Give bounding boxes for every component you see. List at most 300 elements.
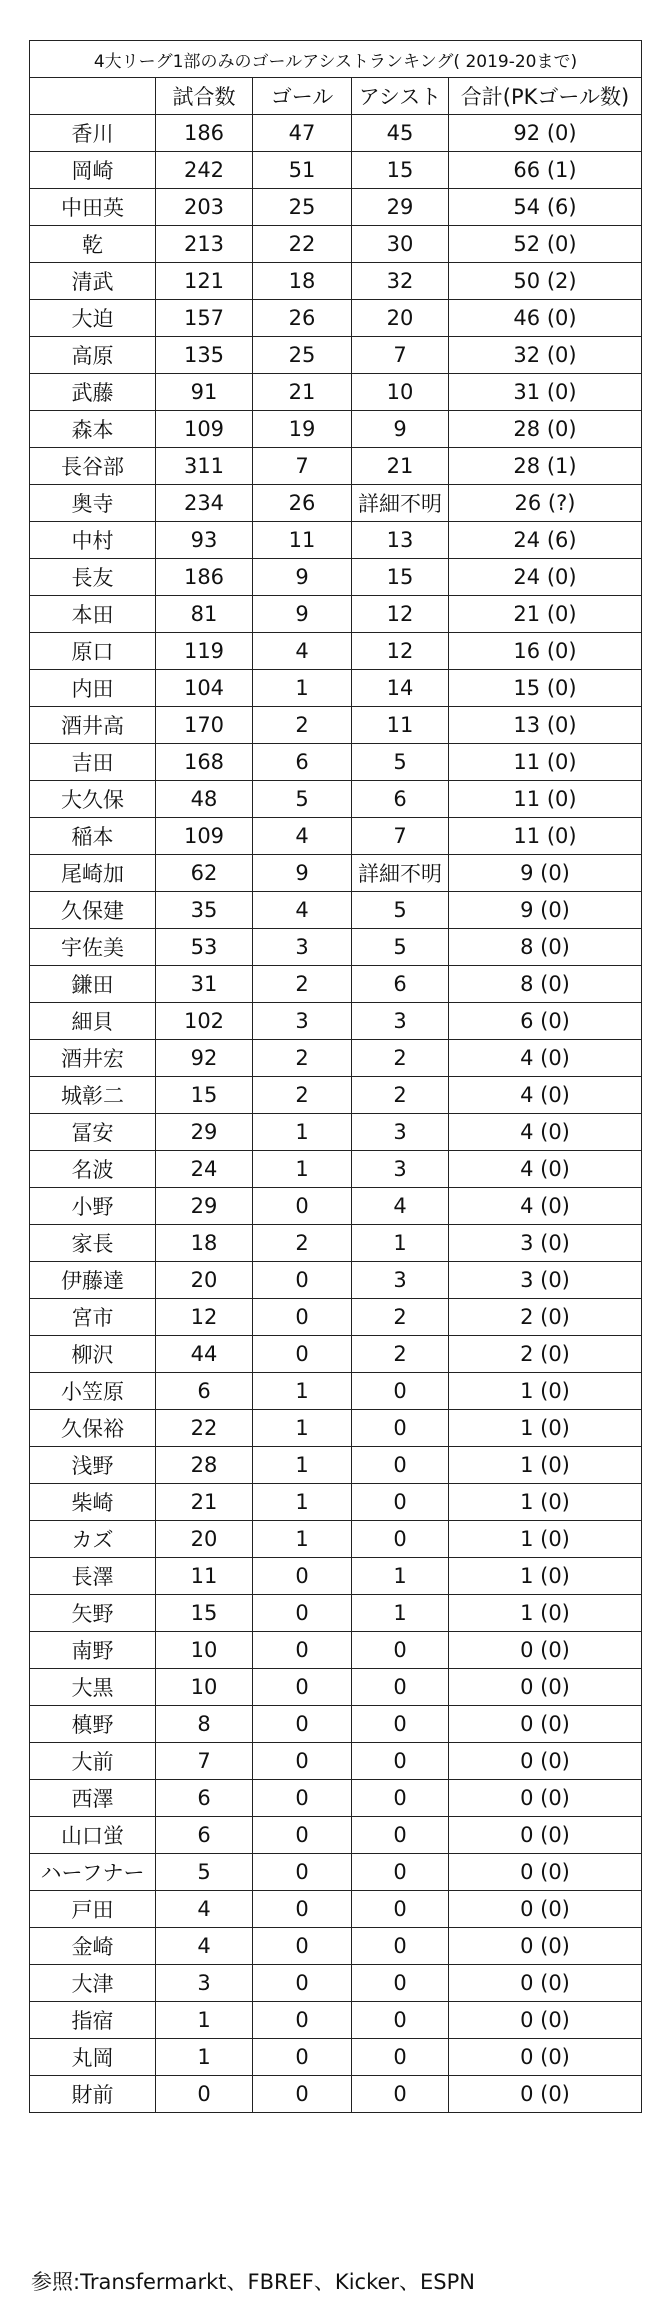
total-cell: 2 (0) bbox=[449, 1336, 642, 1373]
header-matches: 試合数 bbox=[156, 78, 253, 115]
assists-cell: 0 bbox=[352, 2039, 449, 2076]
goals-cell: 4 bbox=[253, 633, 352, 670]
total-cell: 28 (0) bbox=[449, 411, 642, 448]
matches-cell: 1 bbox=[156, 2039, 253, 2076]
matches-cell: 91 bbox=[156, 374, 253, 411]
total-cell: 1 (0) bbox=[449, 1447, 642, 1484]
header-total: 合計(PKゴール数) bbox=[449, 78, 642, 115]
matches-cell: 15 bbox=[156, 1595, 253, 1632]
table-row bbox=[30, 596, 642, 633]
goals-cell: 47 bbox=[253, 115, 352, 152]
goals-cell: 0 bbox=[253, 1743, 352, 1780]
matches-cell: 0 bbox=[156, 2076, 253, 2113]
player-name: 吉田 bbox=[30, 744, 156, 781]
assists-cell: 4 bbox=[352, 1188, 449, 1225]
total-cell: 0 (0) bbox=[449, 1891, 642, 1928]
table-row bbox=[30, 633, 642, 670]
goals-cell: 0 bbox=[253, 1928, 352, 1965]
assists-cell: 0 bbox=[352, 1484, 449, 1521]
assists-cell: 0 bbox=[352, 2076, 449, 2113]
table-row bbox=[30, 1632, 642, 1669]
assists-cell: 2 bbox=[352, 1077, 449, 1114]
player-name: 細貝 bbox=[30, 1003, 156, 1040]
matches-cell: 11 bbox=[156, 1558, 253, 1595]
goals-cell: 2 bbox=[253, 1040, 352, 1077]
total-cell: 11 (0) bbox=[449, 818, 642, 855]
matches-cell: 62 bbox=[156, 855, 253, 892]
player-name: 矢野 bbox=[30, 1595, 156, 1632]
total-cell: 28 (1) bbox=[449, 448, 642, 485]
matches-cell: 92 bbox=[156, 1040, 253, 1077]
assists-cell: 9 bbox=[352, 411, 449, 448]
table-row bbox=[30, 2002, 642, 2039]
total-cell: 0 (0) bbox=[449, 1854, 642, 1891]
goals-cell: 25 bbox=[253, 337, 352, 374]
assists-cell: 0 bbox=[352, 1854, 449, 1891]
table-row bbox=[30, 1706, 642, 1743]
player-name: 奥寺 bbox=[30, 485, 156, 522]
matches-cell: 119 bbox=[156, 633, 253, 670]
matches-cell: 168 bbox=[156, 744, 253, 781]
matches-cell: 311 bbox=[156, 448, 253, 485]
player-name: 金崎 bbox=[30, 1928, 156, 1965]
assists-cell: 2 bbox=[352, 1299, 449, 1336]
total-cell: 8 (0) bbox=[449, 966, 642, 1003]
goals-cell: 0 bbox=[253, 1817, 352, 1854]
goals-cell: 1 bbox=[253, 1484, 352, 1521]
table-row bbox=[30, 152, 642, 189]
matches-cell: 5 bbox=[156, 1854, 253, 1891]
matches-cell: 234 bbox=[156, 485, 253, 522]
assists-cell: 0 bbox=[352, 1928, 449, 1965]
player-name: 城彰二 bbox=[30, 1077, 156, 1114]
assists-cell: 13 bbox=[352, 522, 449, 559]
matches-cell: 35 bbox=[156, 892, 253, 929]
matches-cell: 29 bbox=[156, 1188, 253, 1225]
goals-cell: 0 bbox=[253, 1558, 352, 1595]
matches-cell: 22 bbox=[156, 1410, 253, 1447]
total-cell: 9 (0) bbox=[449, 855, 642, 892]
player-name: 岡崎 bbox=[30, 152, 156, 189]
source-note: 参照:Transfermarkt、FBREF、Kicker、ESPN bbox=[31, 2270, 476, 2294]
matches-cell: 29 bbox=[156, 1114, 253, 1151]
matches-cell: 109 bbox=[156, 411, 253, 448]
player-name: 久保裕 bbox=[30, 1410, 156, 1447]
table-row bbox=[30, 337, 642, 374]
total-cell: 92 (0) bbox=[449, 115, 642, 152]
assists-cell: 6 bbox=[352, 781, 449, 818]
assists-cell: 1 bbox=[352, 1225, 449, 1262]
table-row bbox=[30, 892, 642, 929]
assists-cell: 0 bbox=[352, 1743, 449, 1780]
assists-cell: 32 bbox=[352, 263, 449, 300]
table-row bbox=[30, 1965, 642, 2002]
matches-cell: 15 bbox=[156, 1077, 253, 1114]
goals-cell: 9 bbox=[253, 855, 352, 892]
table-row bbox=[30, 115, 642, 152]
total-cell: 0 (0) bbox=[449, 2039, 642, 2076]
matches-cell: 93 bbox=[156, 522, 253, 559]
matches-cell: 3 bbox=[156, 1965, 253, 2002]
table-row bbox=[30, 2076, 642, 2113]
goals-cell: 2 bbox=[253, 707, 352, 744]
assists-cell: 6 bbox=[352, 966, 449, 1003]
total-cell: 1 (0) bbox=[449, 1521, 642, 1558]
player-name: 浅野 bbox=[30, 1447, 156, 1484]
assists-cell: 2 bbox=[352, 1040, 449, 1077]
player-name: 乾 bbox=[30, 226, 156, 263]
table-row bbox=[30, 1114, 642, 1151]
matches-cell: 24 bbox=[156, 1151, 253, 1188]
player-name: 稲本 bbox=[30, 818, 156, 855]
table-row bbox=[30, 1299, 642, 1336]
total-cell: 32 (0) bbox=[449, 337, 642, 374]
table-row bbox=[30, 1595, 642, 1632]
assists-cell: 0 bbox=[352, 1965, 449, 2002]
goals-cell: 25 bbox=[253, 189, 352, 226]
goals-cell: 0 bbox=[253, 1595, 352, 1632]
total-cell: 52 (0) bbox=[449, 226, 642, 263]
assists-cell: 0 bbox=[352, 1669, 449, 1706]
total-cell: 11 (0) bbox=[449, 744, 642, 781]
player-name: 中田英 bbox=[30, 189, 156, 226]
table-row bbox=[30, 1003, 642, 1040]
header-goals: ゴール bbox=[253, 78, 352, 115]
goals-cell: 0 bbox=[253, 1891, 352, 1928]
total-cell: 0 (0) bbox=[449, 1780, 642, 1817]
player-name: 戸田 bbox=[30, 1891, 156, 1928]
assists-cell: 45 bbox=[352, 115, 449, 152]
matches-cell: 12 bbox=[156, 1299, 253, 1336]
total-cell: 4 (0) bbox=[449, 1077, 642, 1114]
goals-cell: 3 bbox=[253, 929, 352, 966]
total-cell: 46 (0) bbox=[449, 300, 642, 337]
table-row bbox=[30, 411, 642, 448]
total-cell: 31 (0) bbox=[449, 374, 642, 411]
matches-cell: 53 bbox=[156, 929, 253, 966]
player-name: 長友 bbox=[30, 559, 156, 596]
table-row bbox=[30, 1780, 642, 1817]
total-cell: 2 (0) bbox=[449, 1299, 642, 1336]
assists-cell: 詳細不明 bbox=[352, 855, 449, 892]
goals-cell: 0 bbox=[253, 1780, 352, 1817]
table-row bbox=[30, 1669, 642, 1706]
matches-cell: 10 bbox=[156, 1632, 253, 1669]
player-name: 武藤 bbox=[30, 374, 156, 411]
table-row bbox=[30, 744, 642, 781]
table-row bbox=[30, 1077, 642, 1114]
goals-cell: 0 bbox=[253, 1965, 352, 2002]
goals-cell: 51 bbox=[253, 152, 352, 189]
table-row bbox=[30, 1484, 642, 1521]
goals-cell: 1 bbox=[253, 670, 352, 707]
assists-cell: 30 bbox=[352, 226, 449, 263]
total-cell: 13 (0) bbox=[449, 707, 642, 744]
goals-cell: 0 bbox=[253, 1669, 352, 1706]
player-name: 酒井宏 bbox=[30, 1040, 156, 1077]
total-cell: 3 (0) bbox=[449, 1225, 642, 1262]
player-name: 大迫 bbox=[30, 300, 156, 337]
total-cell: 0 (0) bbox=[449, 1965, 642, 2002]
player-name: 大久保 bbox=[30, 781, 156, 818]
matches-cell: 31 bbox=[156, 966, 253, 1003]
goals-cell: 1 bbox=[253, 1410, 352, 1447]
total-cell: 24 (0) bbox=[449, 559, 642, 596]
matches-cell: 186 bbox=[156, 559, 253, 596]
player-name: ハーフナー bbox=[30, 1854, 156, 1891]
header-player bbox=[30, 78, 156, 115]
table-row bbox=[30, 966, 642, 1003]
matches-cell: 135 bbox=[156, 337, 253, 374]
goals-cell: 21 bbox=[253, 374, 352, 411]
player-name: 高原 bbox=[30, 337, 156, 374]
table-row bbox=[30, 522, 642, 559]
table-title: 4大リーグ1部のみのゴールアシストランキング( 2019-20まで) bbox=[30, 41, 642, 78]
goals-cell: 26 bbox=[253, 300, 352, 337]
player-name: 槙野 bbox=[30, 1706, 156, 1743]
total-cell: 15 (0) bbox=[449, 670, 642, 707]
goals-cell: 1 bbox=[253, 1151, 352, 1188]
goals-cell: 0 bbox=[253, 1706, 352, 1743]
player-name: 大津 bbox=[30, 1965, 156, 2002]
matches-cell: 20 bbox=[156, 1262, 253, 1299]
assists-cell: 0 bbox=[352, 1706, 449, 1743]
player-name: 中村 bbox=[30, 522, 156, 559]
matches-cell: 81 bbox=[156, 596, 253, 633]
player-name: 小笠原 bbox=[30, 1373, 156, 1410]
player-name: 内田 bbox=[30, 670, 156, 707]
table-row bbox=[30, 1410, 642, 1447]
matches-cell: 157 bbox=[156, 300, 253, 337]
matches-cell: 8 bbox=[156, 1706, 253, 1743]
table-row bbox=[30, 1447, 642, 1484]
goals-cell: 0 bbox=[253, 1188, 352, 1225]
assists-cell: 12 bbox=[352, 633, 449, 670]
total-cell: 1 (0) bbox=[449, 1595, 642, 1632]
ranking-table-container bbox=[29, 40, 641, 2113]
table-row bbox=[30, 707, 642, 744]
assists-cell: 20 bbox=[352, 300, 449, 337]
player-name: 指宿 bbox=[30, 2002, 156, 2039]
assists-cell: 0 bbox=[352, 1447, 449, 1484]
table-row bbox=[30, 559, 642, 596]
goals-cell: 6 bbox=[253, 744, 352, 781]
goals-cell: 19 bbox=[253, 411, 352, 448]
total-cell: 0 (0) bbox=[449, 2002, 642, 2039]
goals-cell: 7 bbox=[253, 448, 352, 485]
player-name: 尾崎加 bbox=[30, 855, 156, 892]
assists-cell: 11 bbox=[352, 707, 449, 744]
table-row bbox=[30, 781, 642, 818]
table-row bbox=[30, 263, 642, 300]
total-cell: 16 (0) bbox=[449, 633, 642, 670]
matches-cell: 170 bbox=[156, 707, 253, 744]
table-row bbox=[30, 1225, 642, 1262]
goals-cell: 9 bbox=[253, 559, 352, 596]
table-body bbox=[30, 115, 642, 2113]
assists-cell: 0 bbox=[352, 1891, 449, 1928]
goals-cell: 9 bbox=[253, 596, 352, 633]
goals-cell: 11 bbox=[253, 522, 352, 559]
matches-cell: 104 bbox=[156, 670, 253, 707]
assists-cell: 5 bbox=[352, 929, 449, 966]
matches-cell: 21 bbox=[156, 1484, 253, 1521]
assists-cell: 0 bbox=[352, 1410, 449, 1447]
table-row bbox=[30, 929, 642, 966]
goals-cell: 3 bbox=[253, 1003, 352, 1040]
table-row bbox=[30, 1040, 642, 1077]
assists-cell: 5 bbox=[352, 744, 449, 781]
ranking-table bbox=[29, 40, 642, 2113]
player-name: 大黒 bbox=[30, 1669, 156, 1706]
player-name: 森本 bbox=[30, 411, 156, 448]
matches-cell: 121 bbox=[156, 263, 253, 300]
goals-cell: 26 bbox=[253, 485, 352, 522]
player-name: 名波 bbox=[30, 1151, 156, 1188]
assists-cell: 0 bbox=[352, 1632, 449, 1669]
goals-cell: 2 bbox=[253, 1077, 352, 1114]
player-name: 柳沢 bbox=[30, 1336, 156, 1373]
total-cell: 4 (0) bbox=[449, 1151, 642, 1188]
table-row bbox=[30, 1854, 642, 1891]
assists-cell: 1 bbox=[352, 1558, 449, 1595]
total-cell: 4 (0) bbox=[449, 1188, 642, 1225]
player-name: 鎌田 bbox=[30, 966, 156, 1003]
assists-cell: 0 bbox=[352, 2002, 449, 2039]
assists-cell: 14 bbox=[352, 670, 449, 707]
total-cell: 0 (0) bbox=[449, 2076, 642, 2113]
total-cell: 4 (0) bbox=[449, 1114, 642, 1151]
total-cell: 24 (6) bbox=[449, 522, 642, 559]
total-cell: 1 (0) bbox=[449, 1410, 642, 1447]
table-row bbox=[30, 1373, 642, 1410]
header-row bbox=[30, 78, 642, 115]
matches-cell: 10 bbox=[156, 1669, 253, 1706]
goals-cell: 22 bbox=[253, 226, 352, 263]
table-row bbox=[30, 485, 642, 522]
total-cell: 4 (0) bbox=[449, 1040, 642, 1077]
total-cell: 54 (6) bbox=[449, 189, 642, 226]
table-row bbox=[30, 1262, 642, 1299]
assists-cell: 0 bbox=[352, 1817, 449, 1854]
player-name: 山口蛍 bbox=[30, 1817, 156, 1854]
title-row bbox=[30, 41, 642, 78]
assists-cell: 0 bbox=[352, 1521, 449, 1558]
total-cell: 9 (0) bbox=[449, 892, 642, 929]
goals-cell: 4 bbox=[253, 818, 352, 855]
total-cell: 1 (0) bbox=[449, 1484, 642, 1521]
table-row bbox=[30, 1891, 642, 1928]
goals-cell: 0 bbox=[253, 1299, 352, 1336]
player-name: 久保建 bbox=[30, 892, 156, 929]
table-row bbox=[30, 226, 642, 263]
player-name: カズ bbox=[30, 1521, 156, 1558]
assists-cell: 3 bbox=[352, 1003, 449, 1040]
matches-cell: 7 bbox=[156, 1743, 253, 1780]
player-name: 柴崎 bbox=[30, 1484, 156, 1521]
assists-cell: 7 bbox=[352, 337, 449, 374]
matches-cell: 109 bbox=[156, 818, 253, 855]
player-name: 本田 bbox=[30, 596, 156, 633]
total-cell: 8 (0) bbox=[449, 929, 642, 966]
goals-cell: 5 bbox=[253, 781, 352, 818]
assists-cell: 7 bbox=[352, 818, 449, 855]
player-name: 原口 bbox=[30, 633, 156, 670]
player-name: 長澤 bbox=[30, 1558, 156, 1595]
header-assists: アシスト bbox=[352, 78, 449, 115]
assists-cell: 2 bbox=[352, 1336, 449, 1373]
goals-cell: 0 bbox=[253, 2039, 352, 2076]
table-row bbox=[30, 1336, 642, 1373]
assists-cell: 12 bbox=[352, 596, 449, 633]
table-row bbox=[30, 2039, 642, 2076]
player-name: 長谷部 bbox=[30, 448, 156, 485]
assists-cell: 1 bbox=[352, 1595, 449, 1632]
matches-cell: 1 bbox=[156, 2002, 253, 2039]
total-cell: 0 (0) bbox=[449, 1928, 642, 1965]
matches-cell: 242 bbox=[156, 152, 253, 189]
player-name: 西澤 bbox=[30, 1780, 156, 1817]
total-cell: 26 (?) bbox=[449, 485, 642, 522]
matches-cell: 6 bbox=[156, 1373, 253, 1410]
assists-cell: 詳細不明 bbox=[352, 485, 449, 522]
table-row bbox=[30, 300, 642, 337]
player-name: 家長 bbox=[30, 1225, 156, 1262]
total-cell: 0 (0) bbox=[449, 1743, 642, 1780]
player-name: 南野 bbox=[30, 1632, 156, 1669]
player-name: 伊藤達 bbox=[30, 1262, 156, 1299]
table-row bbox=[30, 855, 642, 892]
table-row bbox=[30, 1743, 642, 1780]
player-name: 小野 bbox=[30, 1188, 156, 1225]
player-name: 酒井高 bbox=[30, 707, 156, 744]
player-name: 冨安 bbox=[30, 1114, 156, 1151]
goals-cell: 0 bbox=[253, 1632, 352, 1669]
goals-cell: 4 bbox=[253, 892, 352, 929]
table-row bbox=[30, 189, 642, 226]
player-name: 宮市 bbox=[30, 1299, 156, 1336]
player-name: 丸岡 bbox=[30, 2039, 156, 2076]
total-cell: 66 (1) bbox=[449, 152, 642, 189]
matches-cell: 18 bbox=[156, 1225, 253, 1262]
assists-cell: 10 bbox=[352, 374, 449, 411]
goals-cell: 1 bbox=[253, 1521, 352, 1558]
assists-cell: 5 bbox=[352, 892, 449, 929]
table-row bbox=[30, 818, 642, 855]
matches-cell: 4 bbox=[156, 1928, 253, 1965]
total-cell: 0 (0) bbox=[449, 1669, 642, 1706]
player-name: 香川 bbox=[30, 115, 156, 152]
matches-cell: 6 bbox=[156, 1817, 253, 1854]
table-row bbox=[30, 448, 642, 485]
assists-cell: 15 bbox=[352, 152, 449, 189]
assists-cell: 0 bbox=[352, 1373, 449, 1410]
matches-cell: 44 bbox=[156, 1336, 253, 1373]
table-row bbox=[30, 1188, 642, 1225]
total-cell: 21 (0) bbox=[449, 596, 642, 633]
matches-cell: 203 bbox=[156, 189, 253, 226]
table-row bbox=[30, 1817, 642, 1854]
goals-cell: 2 bbox=[253, 1225, 352, 1262]
total-cell: 0 (0) bbox=[449, 1632, 642, 1669]
goals-cell: 0 bbox=[253, 2076, 352, 2113]
total-cell: 11 (0) bbox=[449, 781, 642, 818]
player-name: 財前 bbox=[30, 2076, 156, 2113]
goals-cell: 2 bbox=[253, 966, 352, 1003]
goals-cell: 0 bbox=[253, 1262, 352, 1299]
assists-cell: 3 bbox=[352, 1114, 449, 1151]
total-cell: 6 (0) bbox=[449, 1003, 642, 1040]
